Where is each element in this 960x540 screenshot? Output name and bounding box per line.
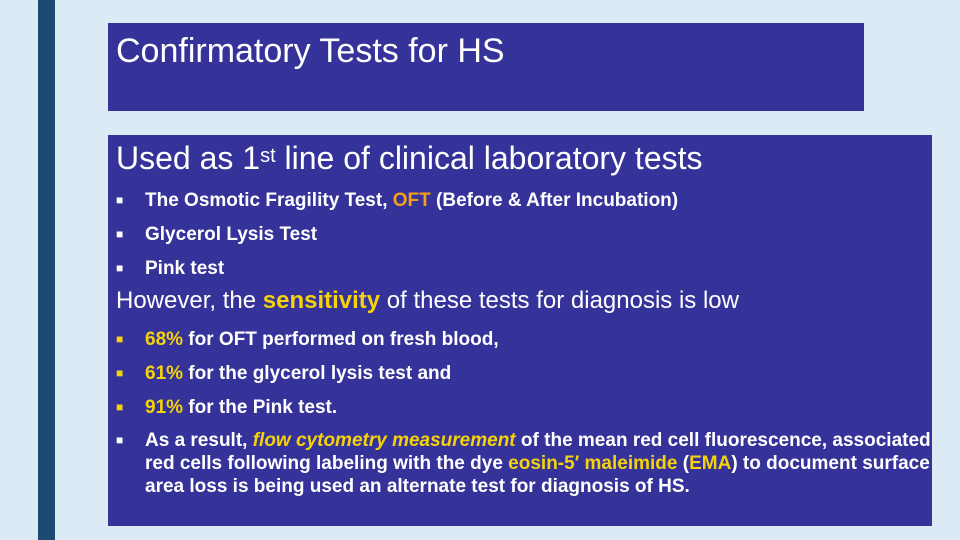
final-text-1: As a result, — [145, 430, 253, 451]
bullet-icon: ■ — [116, 400, 124, 414]
item-text: for the Pink test. — [183, 397, 338, 418]
list-item — [116, 328, 932, 351]
section1-list — [116, 189, 932, 280]
section2-heading — [116, 286, 932, 316]
item-text: The Osmotic Fragility Test, — [145, 190, 393, 211]
bullet-icon: ■ — [116, 433, 124, 447]
content-panel — [108, 135, 932, 526]
oft-highlight: OFT — [392, 190, 431, 211]
section1-heading-suffix: line of clinical laboratory tests — [275, 140, 703, 176]
bullet-icon: ■ — [116, 193, 124, 207]
percent-value: 91% — [145, 397, 184, 418]
item-text: Pink test — [145, 258, 225, 279]
final-text-3: ( — [677, 453, 690, 474]
sensitivity-highlight: sensitivity — [262, 287, 381, 314]
bullet-icon: ■ — [116, 261, 124, 275]
list-item — [116, 429, 932, 498]
final-text-4: ) to document surface area loss is being used an alternate test for diagnosis of HS. — [145, 453, 930, 497]
section2-list — [116, 328, 932, 498]
title-panel — [108, 23, 864, 111]
list-item — [116, 223, 932, 246]
slide-title: Confirmatory Tests for HS — [116, 32, 505, 70]
bullet-icon: ■ — [116, 332, 124, 346]
list-item — [116, 257, 932, 280]
flow-cytometry-highlight: flow cytometry measurement — [252, 430, 516, 451]
item-text-post: (Before & After Incubation) — [430, 190, 679, 211]
item-text: for OFT performed on fresh blood, — [183, 329, 499, 350]
section1-heading-prefix: Used as 1 — [116, 140, 261, 176]
percent-value: 68% — [145, 329, 184, 350]
bullet-icon: ■ — [116, 366, 124, 380]
percent-value: 61% — [145, 363, 184, 384]
list-item — [116, 362, 932, 385]
bullet-icon: ■ — [116, 227, 124, 241]
final-text-2: of the mean red cell fluorescence, associated red cells following labeling with the dye — [145, 430, 931, 474]
section1-heading-sup: st — [260, 145, 276, 167]
accent-bar — [38, 0, 55, 540]
section2-heading-pre: However, the — [116, 287, 263, 314]
list-item — [116, 396, 932, 419]
item-text: for the glycerol lysis test and — [183, 363, 452, 384]
section2-heading-post: of these tests for diagnosis is low — [380, 287, 739, 314]
item-text: Glycerol Lysis Test — [145, 224, 318, 245]
ema-highlight: EMA — [689, 453, 732, 474]
dye-highlight: eosin-5′ maleimide — [508, 453, 678, 474]
section1-heading — [116, 135, 932, 179]
list-item — [116, 189, 932, 212]
